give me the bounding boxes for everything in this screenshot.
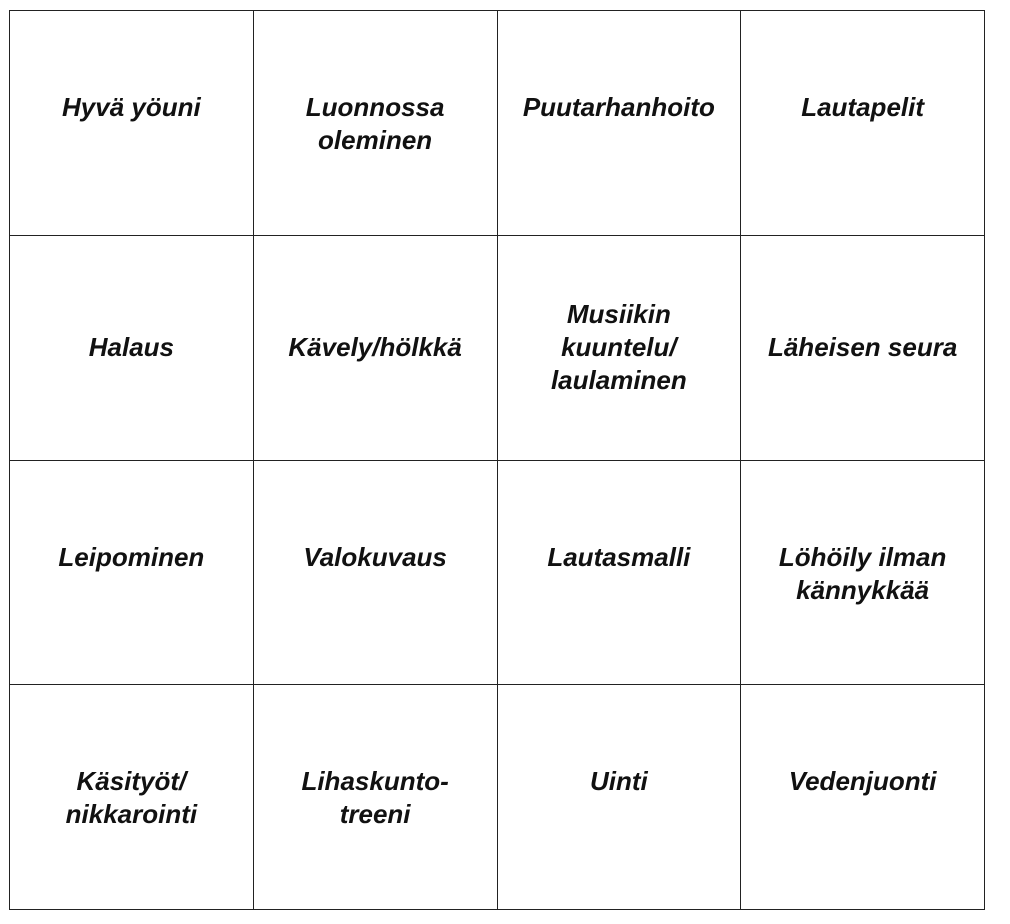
- cell-label: Löhöily ilman kännykkää: [778, 541, 947, 605]
- cell-label: Läheisen seura: [767, 332, 958, 363]
- cell-label: Hyvä yöuni: [62, 92, 201, 122]
- cell-label: Valokuvaus: [303, 541, 447, 572]
- cell-label: Lautasmalli: [547, 541, 691, 572]
- grid-cell: [741, 461, 985, 686]
- cell-label: Lautapelit: [801, 92, 925, 122]
- grid-cell: [498, 461, 742, 686]
- grid-cell: [498, 236, 742, 461]
- bingo-grid: [9, 10, 985, 910]
- grid-cell: [254, 685, 498, 910]
- grid-cell: [741, 236, 985, 461]
- grid-cell: [10, 11, 254, 236]
- grid-cell: [254, 461, 498, 686]
- cell-label: Puutarhanhoito: [522, 92, 715, 122]
- cell-label: Vedenjuonti: [788, 766, 937, 797]
- cell-label: Musiikin kuuntelu/ laulaminen: [550, 299, 687, 396]
- grid-cell: [498, 11, 742, 236]
- cell-label: Kävely/hölkkä: [288, 332, 462, 363]
- grid-cell: [10, 685, 254, 910]
- grid-cell: [741, 11, 985, 236]
- grid-cell: [741, 685, 985, 910]
- grid-cell: [498, 685, 742, 910]
- grid-cell: [254, 236, 498, 461]
- cell-label: Luonnossa oleminen: [305, 92, 445, 155]
- grid-cell: [10, 461, 254, 686]
- grid-cell: [10, 236, 254, 461]
- cell-label: Lihaskunto- treeni: [301, 766, 449, 830]
- cell-label: Leipominen: [58, 541, 205, 572]
- grid-cell: [254, 11, 498, 236]
- cell-label: Halaus: [88, 332, 174, 363]
- cell-label: Uinti: [589, 766, 648, 797]
- cell-label: Käsityöt/ nikkarointi: [65, 766, 198, 830]
